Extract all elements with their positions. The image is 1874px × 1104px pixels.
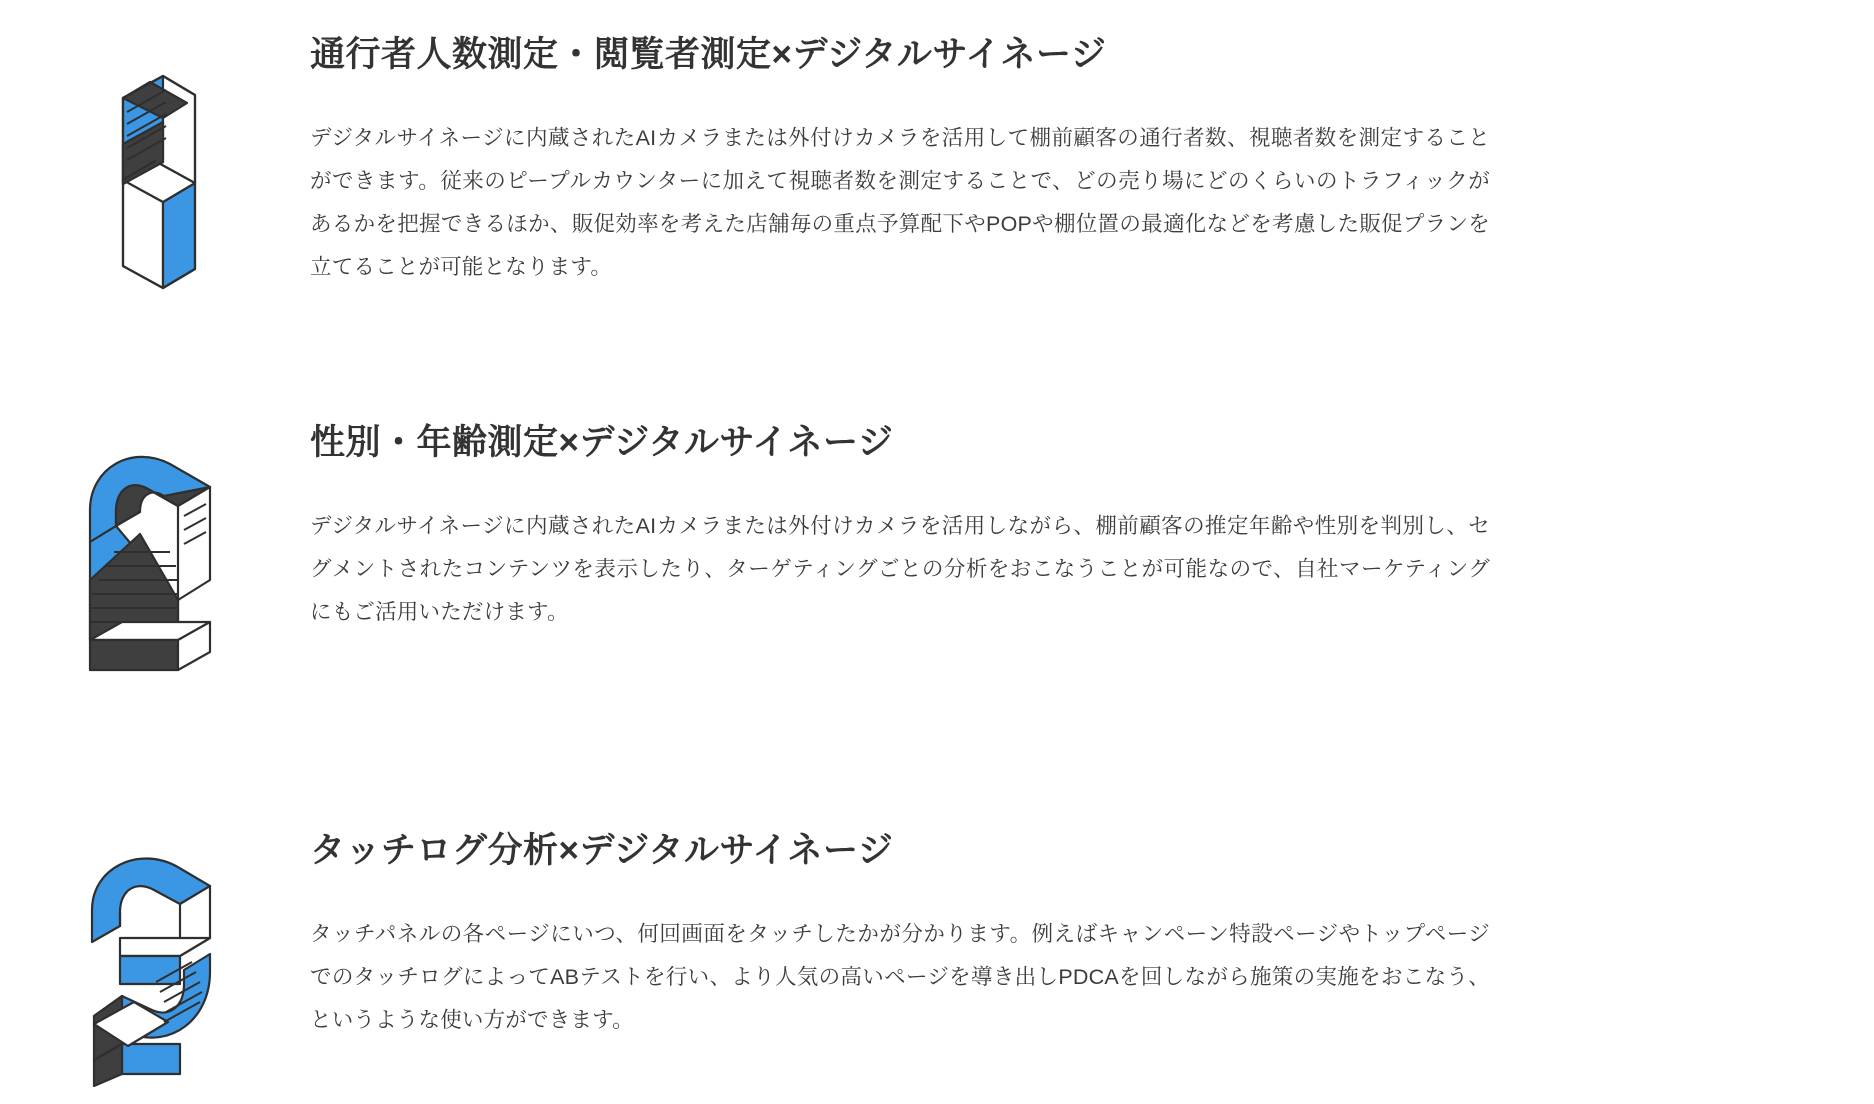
feature-icon-container — [0, 30, 310, 310]
feature-text-container — [310, 418, 1874, 634]
feature-icon-container — [0, 418, 310, 700]
feature-icon-container — [0, 826, 310, 1104]
feature-title: タッチログ分析×デジタルサイネージ — [310, 831, 894, 870]
feature-text-container — [310, 826, 1874, 1042]
feature-item — [0, 418, 1874, 700]
feature-title: 通行者人数測定・閲覧者測定×デジタルサイネージ — [310, 35, 1107, 74]
feature-item — [0, 30, 1874, 310]
feature-title: 性別・年齢測定×デジタルサイネージ — [310, 423, 894, 462]
isometric-number-1-icon — [60, 40, 250, 310]
isometric-number-2-icon — [60, 430, 250, 700]
feature-text-container — [310, 30, 1874, 289]
feature-body: タッチパネルの各ページにいつ、何回画面をタッチしたかが分かります。例えばキャンペーン特設ページやトップページでのタッチログによってABテストを行い、より人気の高いページを導き出しPDCAを回しながら施策の実施をおこなう、というような使い方ができます。 — [310, 922, 1490, 1032]
feature-body: デジタルサイネージに内蔵されたAIカメラまたは外付けカメラを活用して棚前顧客の通行者数、視聴者数を測定することができます。従来のピープルカウンターに加えて視聴者数を測定することで、どの売り場にどのくらいのトラフィックがあるかを把握できるほか、販促効率を考えた店舗毎の重点予算配下やPOPや棚位置の最適化などを考慮した販促プランを立てることが可能となります。 — [310, 126, 1490, 279]
feature-body: デジタルサイネージに内蔵されたAIカメラまたは外付けカメラを活用しながら、棚前顧客の推定年齢や性別を判別し、セグメントされたコンテンツを表示したり、ターゲティングごとの分析をおこなうことが可能なので、自社マーケティングにもご活用いただけます。 — [310, 514, 1490, 624]
feature-item — [0, 826, 1874, 1104]
